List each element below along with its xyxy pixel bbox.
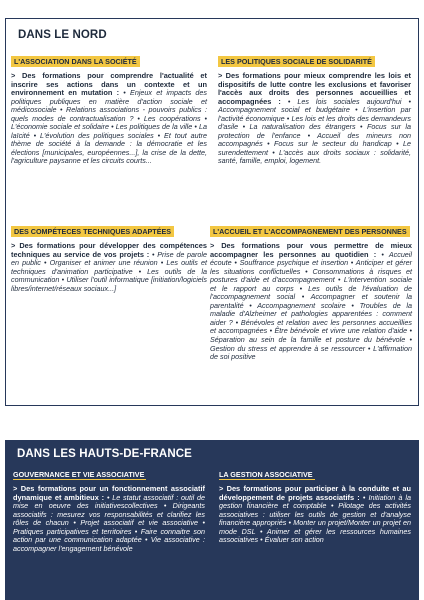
box-label: L'ASSOCIATION DANS LA SOCIÉTÉ [11, 56, 140, 67]
box-gouvernance [13, 464, 205, 553]
box-politiques-sociales [218, 51, 411, 166]
box-lead: > Des formations pour participer à la conduite et au développement de projets associatifs : [219, 484, 411, 502]
box-label: GOUVERNANCE ET VIE ASSOCIATIVE [13, 470, 145, 479]
box-association-societe [11, 51, 207, 166]
box-body: • Le statut associatif : outil de mise en oeuvre des initiativescollectives • Dirigeants associatifs : mesurez vos responsabilités et clarifiez les rôles de chacun • Projet associatif et vie associative • Pratiques participatives et territoires • Faire connaitre son action par une communication adaptée • Vie associative : accompagner l'engagement bénévole [13, 492, 205, 553]
box-label: LES POLITIQUES SOCIALE DE SOLIDARITÉ [218, 56, 375, 67]
box-competences-techniques [11, 221, 207, 293]
box-body: • Prise de parole en public • Organiser et animer une réunion • Les outils et techniques d'animation participative • Les outils de la communication • Utiliser l'outil informatique [initiation/logiciels libres/internet/réseaux sociaux...] [11, 249, 208, 293]
box-body: • Initiation à la gestion financière et comptable • Pilotage des activités associatives : utiliser les outils de gestion et d'analyse financière appropriés • Monter un projet/Monter un projet en mode DSL • Animer et gérer les ressources humaines associatives • Évaluer son action [219, 492, 412, 545]
box-text [219, 485, 411, 545]
box-label: LA GESTION ASSOCIATIVE [219, 470, 313, 479]
box-text [11, 242, 207, 293]
box-accueil-accompagnement [210, 221, 412, 362]
box-lead: > Des formations pour mieux comprendre les lois et dispositifs de lutte contre les exclusions et favoriser l'accès aux droits des personnes accueillies et accompagnées : [218, 71, 411, 106]
box-label: DES COMPÉTECES TECHNIQUES ADAPTÉES [11, 226, 174, 237]
section-title: DANS LES HAUTS-DE-FRANCE [17, 448, 192, 460]
box-text [210, 242, 412, 362]
box-body: • Les lois sociales aujourd'hui • Accompagnement social et budgétaire • L'insertion par l'activité économique • Les lois et les droits des demandeurs d'asile • La naturalisation des étrangers • Focus sur la protection de l'enfance • Accueil des mineurs non accompagnés • Focus sur le secteur du handicap • Le surendettement • L'accès aux droits sociaux : solidarité, santé, famille, emploi, logement. [218, 96, 411, 166]
box-text [218, 72, 411, 166]
hdf-section [5, 440, 419, 600]
box-text [11, 72, 207, 166]
box-lead: > Des formations pour un fonctionnement associatif dynamique et ambitieux : [13, 484, 205, 502]
box-lead: > Des formations pour vous permettre de mieux accompagner les personnes au quotidien : [210, 241, 412, 259]
box-gestion [219, 464, 411, 545]
box-lead: > Des formations pour comprendre l'actualité et inscrire ses actions dans un contexte et un environnement en mutation : [11, 71, 207, 98]
box-text [13, 485, 205, 553]
box-lead: > Des formations pour développer des compétences techniques au service de vos projets : [11, 241, 207, 259]
box-body: • Accueil écoute • Souffrance psychique et insertion • Anticiper et gérer les situations conflictuelles • Consommations à risques et postures d'aide et d'accompagnement • L'intervention sociale et le rapport au corps • Les outils de l'évaluation de l'accompagnement social • Accompagner et soutenir la parentalité • Accompagnement scolaire • Troubles de la maladie d'Alzheimer et pathologies apparentées : comment aider ? • Bénévoles et relation avec les personnes accueillies et accompagnées • Être bénévole et vivre une relation d'aide • Séparation au sein de la famille et posture du bénévole • Gestion du stress et apprendre à se ressourcer • L'affirmation de soi positive [210, 249, 413, 362]
section-title: DANS LE NORD [18, 29, 107, 41]
box-body: • Enjeux et impacts des politiques publiques en matière d'action sociale et médicosociale • Relations associations - pouvoirs publics : quels modes de contractualisation ? • Les coopérations • L'économie sociale et solidaire • Les politiques de la ville • La laïcité • L'évolution des politiques sociales • Et tout autre thème de société à la demande : la démocratie et les élections [municipales, européennes...], la crise de la dette, l'agriculture paysanne et les circuits courts... [11, 88, 207, 166]
nord-section [5, 18, 419, 406]
box-label: L'ACCUEIL ET L'ACCOMPAGNEMENT DES PERSONNES [210, 226, 410, 237]
